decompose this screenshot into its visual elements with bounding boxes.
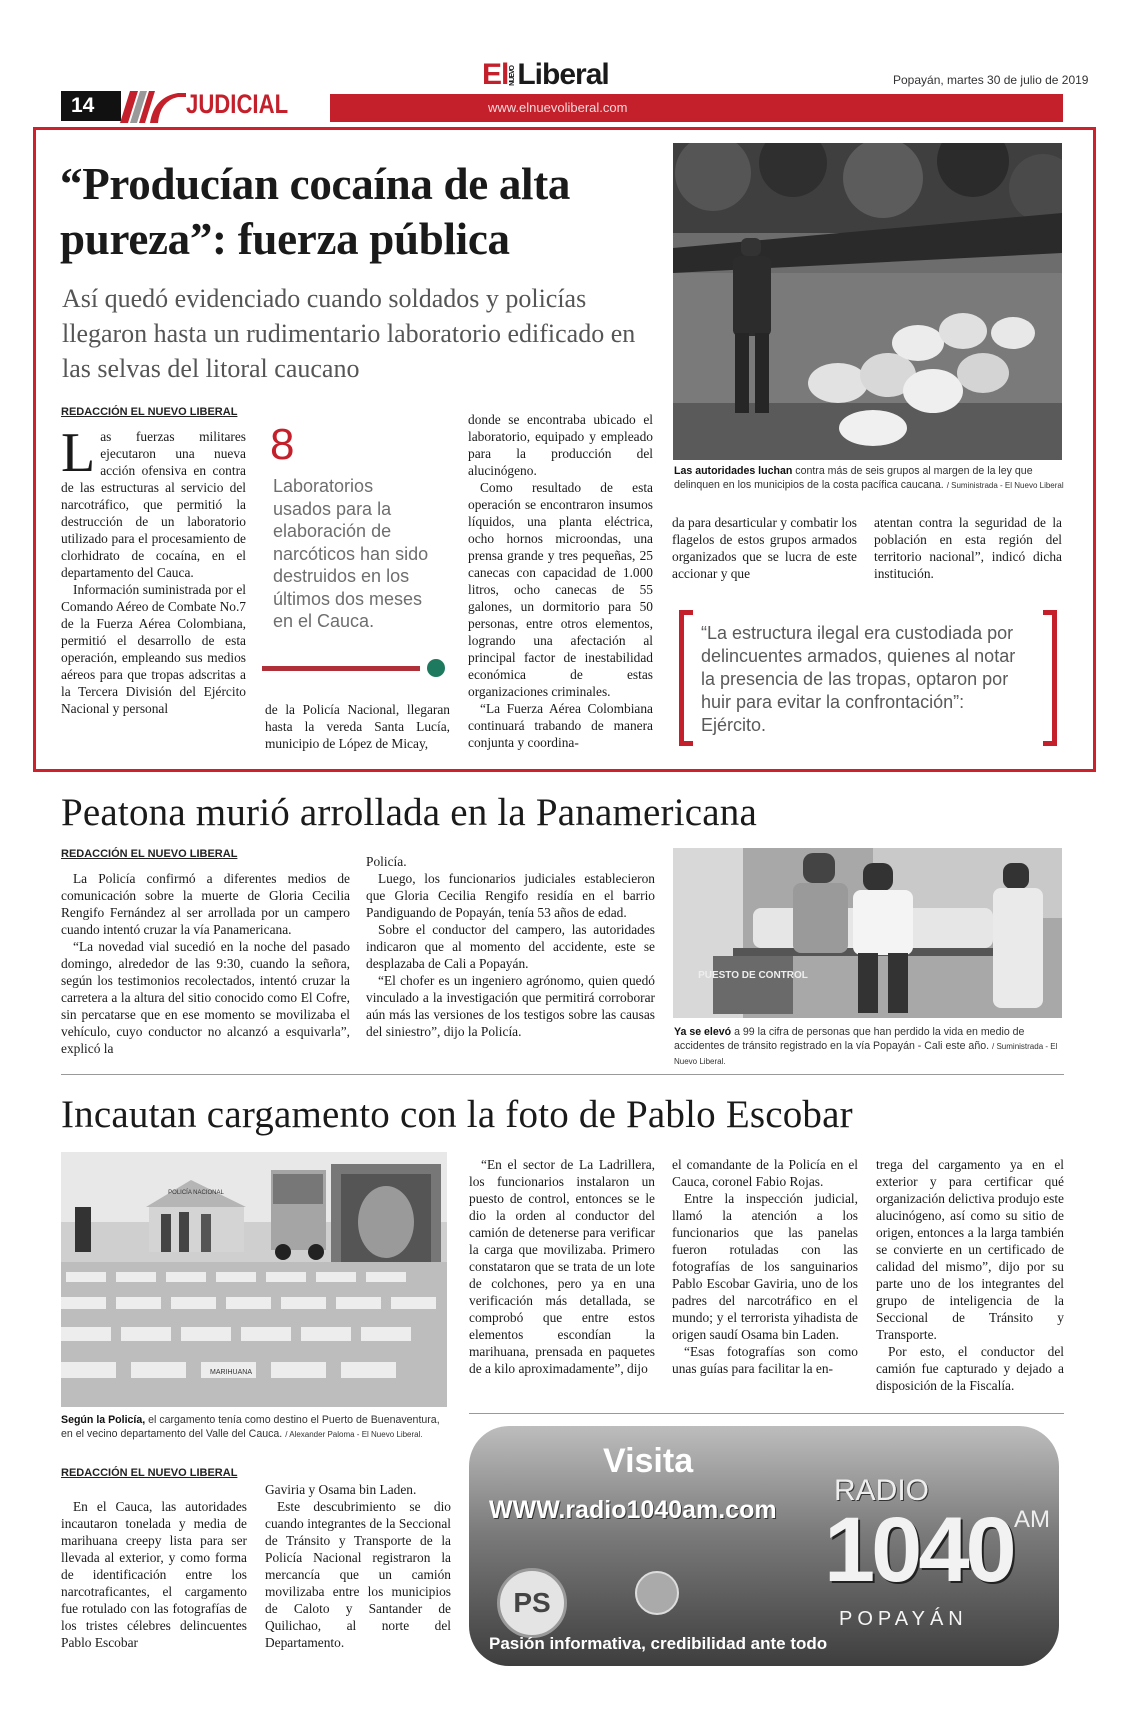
- article3-column-2: Gaviria y Osama bin Laden. Este descubrimiento se dio cuando integrantes de la Seccional de Tránsito y Transporte de la Policía Nacional registraron la mercancía que un camión movilizaba entre los municipios de Caloto y Santander de Quilichao, al norte del Departamento.: [265, 1482, 451, 1650]
- article2-column-1: La Policía confirmó a diferentes medios de comunicación sobre la muerte de Gloria Cecilia Rengifo Fernández al ser arrollada por un campero cuando intentó cruzar la vía Panamericana. “La novedad vial sucedió en la noche del pasado domingo, alrededor de las 9:30, cuando la señora, según los testimonios recolectados, intentó cruzar la carretera a la altura del sitio conocido como El Cofre, sin percatarse que en ese momento se movilizaba el vehículo, cuyo conductor no alcanzó a esquivarla”, explicó la: [61, 871, 350, 1056]
- ad-slogan: Pasión informativa, credibilidad ante todo: [489, 1634, 828, 1653]
- stat-text: Laboratorios usados para la elaboración de narcóticos han sido destruidos en los últimos dos meses en el Cauca.: [273, 476, 429, 631]
- article1-headline: “Producían cocaína de alta pureza”: fuerza pública: [60, 159, 571, 264]
- globe-icon: [635, 1571, 679, 1615]
- ad-city: POPAYÁN: [839, 1608, 968, 1630]
- logo-el: El: [482, 58, 509, 91]
- article3-caption: Según la Policía, el cargamento tenía como destino el Puerto de Buenaventura, en el vecino departamento del Valle del Cauca. / Alexander Paloma - El Nuevo Liberal.: [61, 1414, 440, 1440]
- article1-caption: Las autoridades luchan contra más de seis grupos al margen de la ley que delinquen en los municipios de la costa pacífica caucana. / Suministrada - El Nuevo Liberal: [674, 465, 1064, 491]
- tent-text: POLICÍA NACIONAL: [168, 1190, 224, 1196]
- pull-quote: [679, 610, 1057, 746]
- stat-number: 8: [270, 420, 295, 469]
- article2-caption: Ya se elevó a 99 la cifra de personas que han perdido la vida en medio de accidentes de tránsito registrado en la vía Popayán - Cali este año. / Suministrada - El Nuevo Liberal.: [674, 1026, 1058, 1066]
- header-stripes-decoration: [120, 91, 186, 123]
- article1-column-3: donde se encontraba ubicado el laboratorio, equipado y empleado para la producción del alucinógeno. Como resultado de esta operación se encontraron insumos líquidos, una planta eléctrica, ocho hornos microondas, una prensa grande y tres pequeñas, 25 canecas con capacidad de 1.000 litros, ocho canecas de 55 galones, un dormitorio para 50 personas, entre otros elementos, logrando una afectación al principal factor de inestabilidad económica de estas organizaciones criminales. “La Fuerza Aérea Colombiana continuará trabando de manera conjunta y coordina-: [468, 412, 653, 750]
- article3-column-5: trega del cargamento ya en el exterior y para certificar qué organización delictiva produjo este alucinógeno, así como su sitio de origen, entonces a la larga también se convierte en un certificado de calidad del mismo”, dijo por su parte uno de los integrantes del grupo de inteligencia de la Seccional de Tránsito y Transporte. Por esto, el conductor del camión fue capturado y dejado a disposición de la Fiscalía.: [876, 1157, 1064, 1393]
- dropcap: L: [61, 422, 96, 484]
- ad-visita: Visita: [603, 1442, 694, 1480]
- page-number: 14: [61, 91, 121, 121]
- article1-deck: Así quedó evidenciado cuando soldados y policías llegaron hasta un rudimentario laboratorio edificado en las selvas del litoral caucano: [62, 284, 636, 383]
- marihuana-label: MARIHUANA: [209, 1369, 253, 1376]
- pull-quote-text: “La estructura ilegal era custodiada por delincuentes armados, quienes al notar la presencia de las tropas, optaron por huir para evitar la confrontación”: Ejército.: [701, 623, 1016, 735]
- ad-url[interactable]: WWW.radio1040am.com: [489, 1496, 777, 1524]
- article1-column-2: de la Policía Nacional, llegaran hasta la vereda Santa Lucía, municipio de López de Micay,: [265, 702, 450, 751]
- photo-sign-text: PUESTO DE CONTROL: [698, 970, 808, 981]
- masthead-logo[interactable]: [482, 58, 609, 92]
- radio-1040-advertisement[interactable]: [469, 1426, 1059, 1666]
- article1-column-1: Las fuerzas militares ejecutaron una nueva acción ofensiva en contra de las estructuras al servicio del narcotráfico, que permitió la destrucción de un laboratorio utilizado para el procesamiento de clorhidrato de cocaína, en el departamento del Cauca. Información suministrada por el Comando Aéreo de Combate No.7 de la Fuerza Aérea Colombiana, permitió el desarrollo de esta operación, empleando sus medios aéreos para que tropas adscritas a la Tercera División del Ejército Nacional y personal: [61, 422, 246, 716]
- article2-headline: Peatona murió arrollada en la Panamericana: [61, 791, 758, 834]
- article1-photo[interactable]: [673, 143, 1062, 460]
- article1-column-4: da para desarticular y combatir los flagelos de estos grupos armados organizados que se lucra de este accionar y que: [672, 515, 857, 581]
- ps-logo-icon: PS: [497, 1568, 567, 1638]
- article3-column-1: En el Cauca, las autoridades incautaron tonelada y media de marihuana creepy lista para ser llevada al exterior, y como forma de identificación entre los narcotraficantes, el cargamento fue rotulado con las fotografías de los tristes célebres delincuentes Pablo Escobar: [61, 1499, 247, 1650]
- section-title: JUDICIAL: [186, 89, 289, 119]
- quote-bracket-left: [679, 610, 693, 746]
- header-red-band: [330, 94, 1063, 122]
- dateline: Popayán, martes 30 de julio de 2019: [893, 73, 1089, 87]
- article2-photo[interactable]: [673, 848, 1062, 1018]
- logo-liberal: Liberal: [517, 58, 609, 91]
- article3-column-4: el comandante de la Policía en el Cauca, coronel Fabio Rojas. Entre la inspección judicial, llamó la atención a los funcionarios que las panelas fueron rotuladas con las fotografías de los sanguinarios Pablo Escobar Gaviria, uno de los padres del narcotráfico en el mundo; y el terrorista yihadista de origen saudí Osama bin Laden. “Esas fotografías son como unas guías para facilitar la en-: [672, 1157, 858, 1376]
- article3-byline: REDACCIÓN EL NUEVO LIBERAL: [61, 1467, 238, 1479]
- ad-radio: RADIO: [834, 1474, 930, 1507]
- ad-frequency: 1040: [824, 1499, 1013, 1601]
- logo-nuevo: NUEVO: [509, 66, 517, 87]
- divider-rule-ad: [469, 1413, 1064, 1414]
- article1-byline: REDACCIÓN EL NUEVO LIBERAL: [61, 406, 238, 418]
- article3-photo[interactable]: [61, 1152, 447, 1407]
- article2-column-2: Policía. Luego, los funcionarios judiciales establecieron que Gloria Cecilia Rengifo residía en el barrio Pandiguando de Popayán, tenía 53 años de edad. Sobre el conductor del campero, las autoridades indicaron que al momento del accidente, este se desplazaba de Cali a Popayán. “El chofer es un ingeniero agrónomo, quien quedó vinculado a la investigación que permitirá corroborar aún más las versiones de los testigos sobre las causas del siniestro”, dijo la Policía.: [366, 854, 655, 1039]
- header-url[interactable]: www.elnuevoliberal.com: [488, 100, 628, 115]
- article2-byline: REDACCIÓN EL NUEVO LIBERAL: [61, 848, 238, 860]
- article3-headline: Incautan cargamento con la foto de Pablo Escobar: [61, 1093, 853, 1136]
- divider-rule: [61, 1074, 1064, 1075]
- ad-am: AM: [1014, 1506, 1050, 1533]
- article3-column-3: “En el sector de La Ladrillera, los funcionarios instalaron un puesto de control, entonces se le dio la orden al conductor del camión de detenerse para verificar la carga que movilizaba. Primero constataron que se trata de un lote de colchones, pero ya en una verificación más detallada, se comprobó que entre estos elementos escondían la marihuana, prensada en paquetes de a kilo aproximadamente”, dijo: [469, 1157, 655, 1376]
- stat-red-rule: [262, 666, 420, 671]
- stat-dot-icon: [427, 659, 445, 677]
- quote-bracket-right: [1043, 610, 1057, 746]
- article1-column-5: atentan contra la seguridad de la población en esta región del territorio nacional”, indicó dicha institución.: [874, 515, 1062, 581]
